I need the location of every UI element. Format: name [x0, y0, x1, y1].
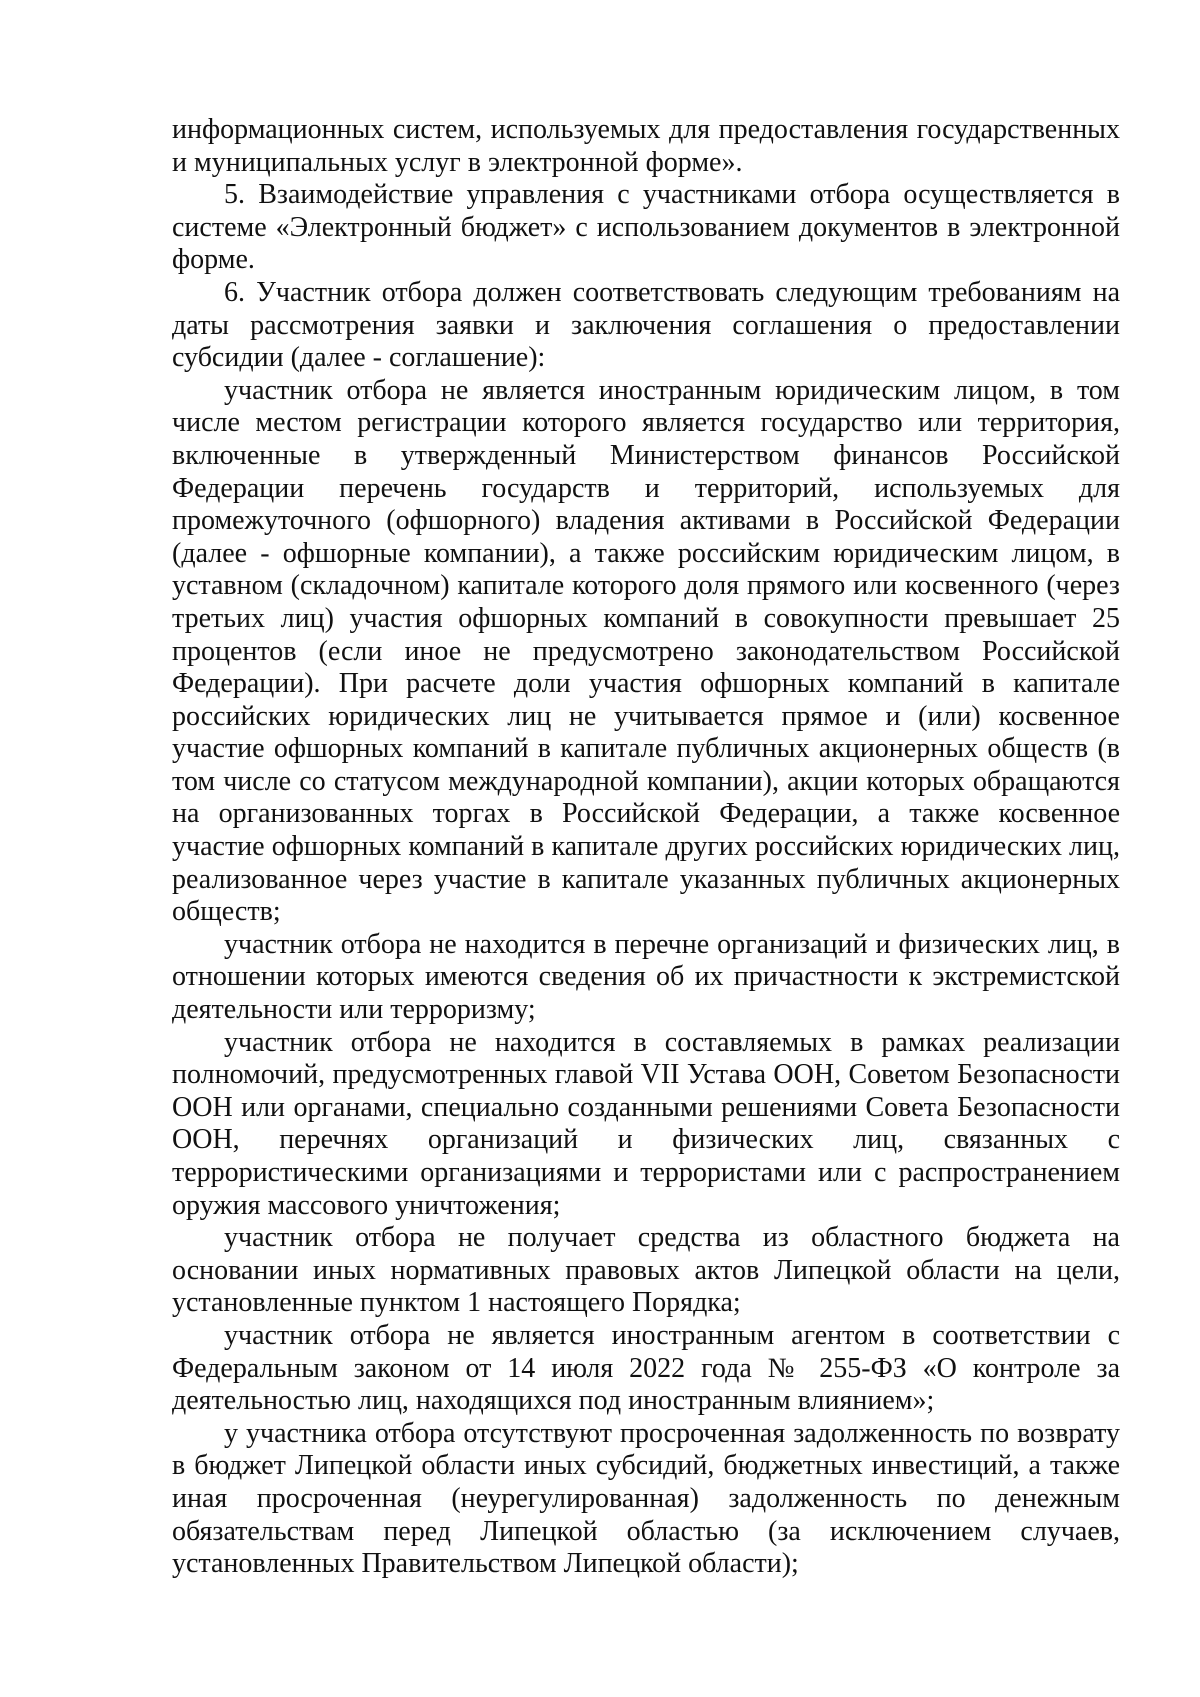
paragraph-continuation: информационных систем, используемых для предоставления государственных и муниципальных услуг в электронной форме».: [172, 114, 1120, 178]
paragraph-item-6: 6. Участник отбора должен соответствовать следующим требованиям на даты рассмотрения заявки и заключения соглашения о предоставлении субсидии (далее - соглашение):: [172, 276, 1120, 374]
paragraph-budget-funds-requirement: участник отбора не получает средства из областного бюджета на основании иных нормативных правовых актов Липецкой области на цели, установленные пунктом 1 настоящего Порядка;: [172, 1222, 1120, 1319]
paragraph-debt-requirement: у участника отбора отсутствуют просроченная задолженность по возврату в бюджет Липецкой области иных субсидий, бюджетных инвестиций, а также иная просроченная (неурегулированная) задолженность по денежным обязательствам перед Липецкой областью (за исключением случаев, установленных Правительством Липецкой области);: [172, 1417, 1120, 1580]
paragraph-item-5: 5. Взаимодействие управления с участниками отбора осуществляется в системе «Электронный бюджет» с использованием документов в электронной форме.: [172, 179, 1120, 276]
paragraph-offshore-requirement: участник отбора не является иностранным юридическим лицом, в том числе местом регистрации которого является государство или территория, включенные в утвержденный Министерством финансов Российской Федерации перечень государств и территорий, используемых для промежуточного (офшорного) владения активами в Российской Федерации (далее - офшорные компании), а также российским юридическим лицом, в уставном (складочном) капитале которого доля прямого или косвенного (через третьих лиц) участия офшорных компаний в совокупности превышает 25 процентов (если иное не предусмотрено законодательством Российской Федерации). При расчете доли участия офшорных компаний в капитале российских юридических лиц не учитывается прямое и (или) косвенное участие офшорных компаний в капитале публичных акционерных обществ (в том числе со статусом международной компании), акции которых обращаются на организованных торгах в Российской Федерации, а также косвенное участие офшорных компаний в капитале других российских юридических лиц, реализованное через участие в капитале указанных публичных акционерных обществ;: [172, 374, 1120, 928]
paragraph-foreign-agent-requirement: участник отбора не является иностранным агентом в соответствии с Федеральным законом от 14 июля 2022 года № 255-ФЗ «О контроле за деятельностью лиц, находящихся под иностранным влиянием»;: [172, 1319, 1120, 1417]
document-body: [172, 114, 1120, 1581]
paragraph-extremism-requirement: участник отбора не находится в перечне организаций и физических лиц, в отношении которых имеются сведения об их причастности к экстремистской деятельности или терроризму;: [172, 928, 1120, 1026]
paragraph-un-lists-requirement: участник отбора не находится в составляемых в рамках реализации полномочий, предусмотренных главой VII Устава ООН, Советом Безопасности ООН или органами, специально созданными решениями Совета Безопасности ООН, перечнях организаций и физических лиц, связанных с террористическими организациями и террористами или с распространением оружия массового уничтожения;: [172, 1026, 1120, 1221]
